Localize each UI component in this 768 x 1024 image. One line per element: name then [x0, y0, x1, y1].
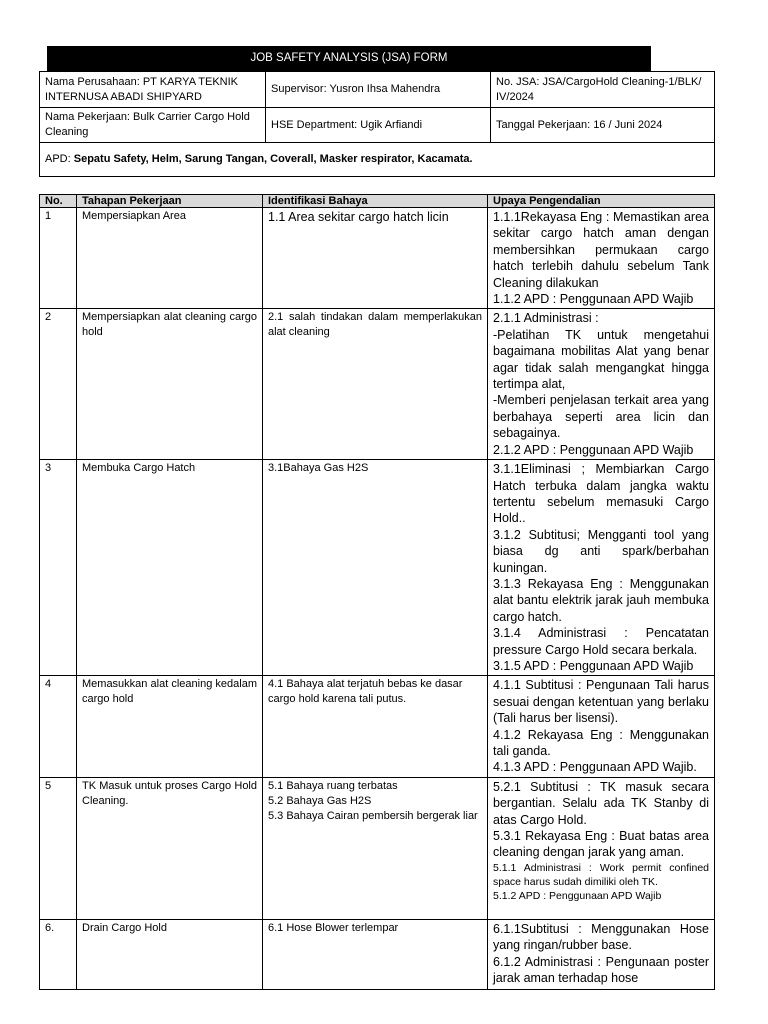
control-item: 1.1.1Rekayasa Eng : Memastikan area sekitar cargo hatch aman dengan membersihkan permukaan cargo hatch terlebih dahulu sebelum Tank Cleaning dilakukan	[493, 210, 709, 290]
table-row	[40, 460, 715, 676]
row-number: 4	[40, 676, 77, 777]
row-controls	[488, 919, 715, 989]
control-item: 6.1.2 Administrasi : Pengunaan poster jarak aman terhadap hose	[493, 954, 709, 986]
hazard-item: 5.1 Bahaya ruang terbatas	[268, 779, 398, 792]
row-hazards	[263, 919, 488, 989]
row-controls	[488, 676, 715, 777]
column-hazard: Identifikasi Bahaya	[263, 195, 488, 208]
hazard-item: 5.2 Bahaya Gas H2S	[268, 794, 372, 807]
row-controls	[488, 777, 715, 919]
apd-requirements	[40, 143, 715, 177]
control-item: 4.1.3 APD : Penggunaan APD Wajib.	[493, 760, 697, 775]
control-item: -Memberi penjelasan terkait area yang berbahaya seperti area licin dan sebagainya.	[493, 393, 709, 441]
row-number: 2	[40, 309, 77, 460]
table-row	[40, 309, 715, 460]
job-name: Nama Pekerjaan: Bulk Carrier Cargo Hold Cleaning	[40, 108, 266, 143]
control-item: 4.1.2 Rekayasa Eng : Menggunakan tali ganda.	[493, 727, 709, 758]
control-item: -Pelatihan TK untuk mengetahui bagaimana mobilitas Alat yang benar agar tidak salah mengangkat hingga tertimpa alat,	[493, 327, 709, 392]
row-hazards	[263, 777, 488, 919]
control-item: 2.1.1 Administrasi :	[493, 311, 599, 326]
header-table	[39, 71, 715, 177]
hazard-item: 1.1 Area sekitar cargo hatch licin	[268, 210, 449, 224]
control-item: 1.1.2 APD : Penggunaan APD Wajib	[493, 292, 694, 307]
hazard-item: 6.1 Hose Blower terlempar	[268, 921, 399, 934]
table-row	[40, 676, 715, 777]
control-item: 3.1.4 Administrasi : Pencatatan pressure Cargo Hold secara berkala.	[493, 626, 709, 657]
row-stage: Mempersiapkan alat cleaning cargo hold	[77, 309, 263, 460]
row-hazards	[263, 309, 488, 460]
control-item: 3.1.5 APD : Penggunaan APD Wajib	[493, 658, 694, 673]
control-item: 4.1.1 Subtitusi : Pengunaan Tali harus sesuai dengan ketentuan yang berlaku (Tali harus ber lisensi).	[493, 678, 709, 726]
table-row	[40, 208, 715, 309]
row-hazards	[263, 208, 488, 309]
apd-value: Sepatu Safety, Helm, Sarung Tangan, Coverall, Masker respirator, Kacamata.	[73, 153, 473, 165]
jsa-table	[39, 194, 715, 990]
jsa-number: No. JSA: JSA/CargoHold Cleaning-1/BLK/ IV/2024	[491, 72, 715, 108]
control-item: 3.1.2 Subtitusi; Mengganti tool yang biasa dg anti spark/berbahan kuningan.	[493, 527, 709, 575]
row-hazards	[263, 460, 488, 676]
hse-department: HSE Department: Ugik Arfiandi	[266, 108, 491, 143]
row-number: 3	[40, 460, 77, 676]
row-stage: TK Masuk untuk proses Cargo Hold Cleaning.	[77, 777, 263, 919]
row-stage: Drain Cargo Hold	[77, 919, 263, 989]
control-item: 2.1.2 APD : Penggunaan APD Wajib	[493, 442, 694, 457]
hazard-item: 2.1 salah tindakan dalam memperlakukan alat cleaning	[268, 311, 482, 339]
table-row	[40, 919, 715, 989]
control-item: 3.1.3 Rekayasa Eng : Menggunakan alat bantu elektrik jarak jauh membuka cargo hatch.	[493, 576, 709, 624]
row-controls	[488, 208, 715, 309]
row-stage: Mempersiapkan Area	[77, 208, 263, 309]
control-item: 5.1.1 Administrasi : Work permit confined space harus sudah dimiliki oleh TK.	[493, 861, 709, 888]
apd-label: APD:	[45, 153, 74, 165]
control-item: 5.1.2 APD : Penggunaan APD Wajib	[493, 889, 662, 902]
column-stage: Tahapan Pekerjaan	[77, 195, 263, 208]
job-date: Tanggal Pekerjaan: 16 / Juni 2024	[491, 108, 715, 143]
row-controls	[488, 309, 715, 460]
supervisor: Supervisor: Yusron Ihsa Mahendra	[266, 72, 491, 108]
row-controls	[488, 460, 715, 676]
control-item: 3.1.1Eliminasi ; Membiarkan Cargo Hatch terbuka dalam jangka waktu tertentu sebelum memasuki Cargo Hold..	[493, 462, 709, 526]
column-no: No.	[40, 195, 77, 208]
control-item: 5.3.1 Rekayasa Eng : Buat batas area cleaning dengan jarak yang aman.	[493, 829, 709, 860]
row-number: 5	[40, 777, 77, 919]
form-title: JOB SAFETY ANALYSIS (JSA) FORM	[47, 46, 651, 71]
control-item: 5.2.1 Subtitusi : TK masuk secara bergantian. Selalu ada TK Stanby di atas Cargo Hold.	[493, 779, 709, 827]
control-item: 6.1.1Subtitusi : Menggunakan Hose yang ringan/rubber base.	[493, 921, 709, 953]
row-number: 1	[40, 208, 77, 309]
table-header-row	[40, 195, 715, 208]
company-name: Nama Perusahaan: PT KARYA TEKNIK INTERNUSA ABADI SHIPYARD	[40, 72, 266, 108]
column-control: Upaya Pengendalian	[488, 195, 715, 208]
row-number: 6.	[40, 919, 77, 989]
hazard-item: 5.3 Bahaya Cairan pembersih bergerak liar	[268, 809, 478, 822]
table-row	[40, 777, 715, 919]
hazard-item: 3.1Bahaya Gas H2S	[268, 462, 369, 475]
row-stage: Membuka Cargo Hatch	[77, 460, 263, 676]
row-hazards	[263, 676, 488, 777]
row-stage: Memasukkan alat cleaning kedalam cargo hold	[77, 676, 263, 777]
hazard-item: 4.1 Bahaya alat terjatuh bebas ke dasar cargo hold karena tali putus.	[268, 678, 463, 706]
